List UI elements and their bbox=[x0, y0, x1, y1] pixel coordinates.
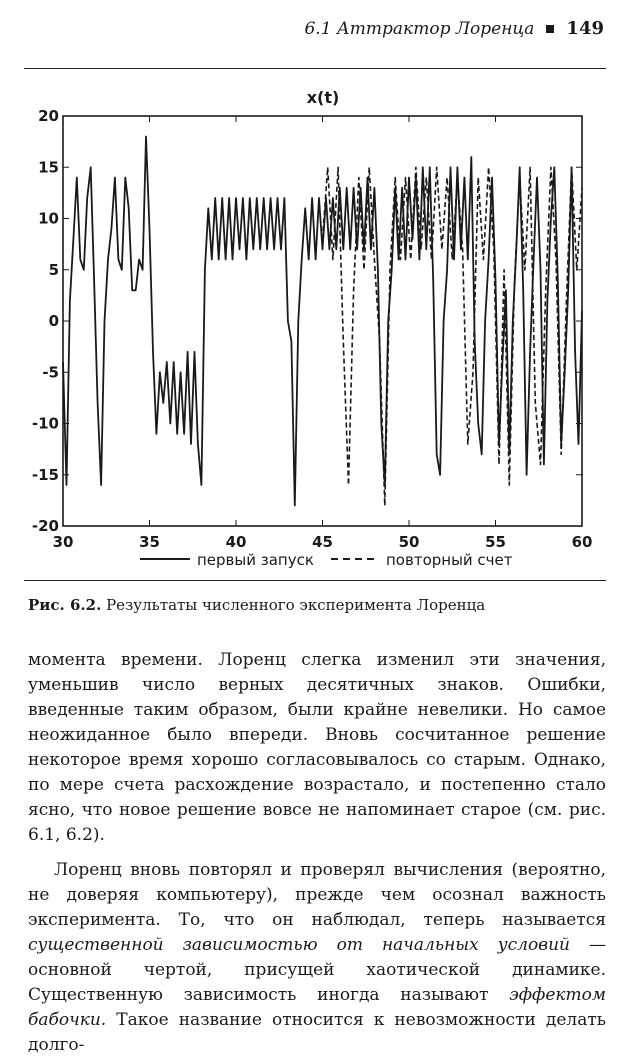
chart-legend bbox=[140, 551, 513, 569]
header-rule bbox=[24, 68, 606, 69]
running-header bbox=[24, 18, 604, 39]
body-text bbox=[28, 648, 606, 1058]
paragraph-1: момента времени. Лоренц слегка изменил эти значения, уменьшив число верных десятичных знаков. Ошибки, введенные таким образом, были крайне невелики. Но самое неожиданное было впереди. Вновь сосчитанное решение некоторое время хорошо согласовывалось со старым. Однако, по мере счета расхождение возрастало, и постепенно стало ясно, что новое решение вовсе не напоминает старое (см. рис. 6.1, 6.2). bbox=[28, 650, 606, 845]
y-tick-label: 20 bbox=[38, 107, 59, 125]
x-tick-label: 30 bbox=[52, 533, 74, 551]
y-tick-label: -15 bbox=[31, 465, 59, 484]
section-title: 6.1 Аттрактор Лоренца bbox=[304, 19, 535, 39]
y-tick-label: -5 bbox=[42, 363, 59, 382]
y-tick-label: -20 bbox=[31, 517, 59, 535]
x-tick-label: 40 bbox=[225, 533, 247, 551]
y-tick-label: -10 bbox=[31, 414, 59, 433]
y-tick-label: 10 bbox=[38, 209, 59, 228]
paragraph-2-part-c: Такое название относится к невозможности делать долго- bbox=[28, 1010, 606, 1055]
caption-text: Результаты численного эксперимента Лоренца bbox=[106, 596, 486, 614]
x-tick-label: 45 bbox=[312, 533, 333, 551]
x-tick-label: 50 bbox=[398, 533, 420, 551]
paragraph-2-part-a: Лоренц вновь повторял и проверял вычисления (вероятно, не доверяя компьютеру), прежде чем осознал важность эксперимента. То, что он наблюдал, теперь называется bbox=[28, 860, 606, 930]
x-tick-label: 55 bbox=[485, 533, 506, 551]
legend-label-repeat-run: повторный счет bbox=[386, 551, 513, 569]
legend-label-first-run: первый запуск bbox=[197, 551, 314, 569]
series-line-first-run bbox=[63, 137, 582, 506]
paragraph-2 bbox=[28, 858, 606, 1058]
paragraph-2-part-b: — основной чертой, присущей хаотической динамике. Существенную зависимость иногда называют bbox=[28, 935, 606, 1005]
y-tick-label: 0 bbox=[48, 312, 59, 330]
chart-title: x(t) bbox=[306, 88, 340, 107]
lorenz-chart bbox=[0, 80, 641, 580]
header-bullet-icon bbox=[546, 25, 554, 33]
figure-rule bbox=[24, 580, 606, 581]
y-tick-label: 15 bbox=[38, 158, 59, 177]
emphasis-butterfly-effect: эффектом бабочки. bbox=[28, 985, 606, 1030]
x-tick-label: 35 bbox=[139, 533, 160, 551]
figure-caption bbox=[28, 596, 485, 614]
emphasis-sensitive-dependence: существенной зависимостью от начальных условий bbox=[28, 935, 570, 955]
x-tick-label: 60 bbox=[571, 533, 593, 551]
page-number: 149 bbox=[566, 18, 604, 39]
caption-label: Рис. 6.2. bbox=[28, 596, 102, 614]
y-tick-label: 5 bbox=[48, 260, 59, 279]
